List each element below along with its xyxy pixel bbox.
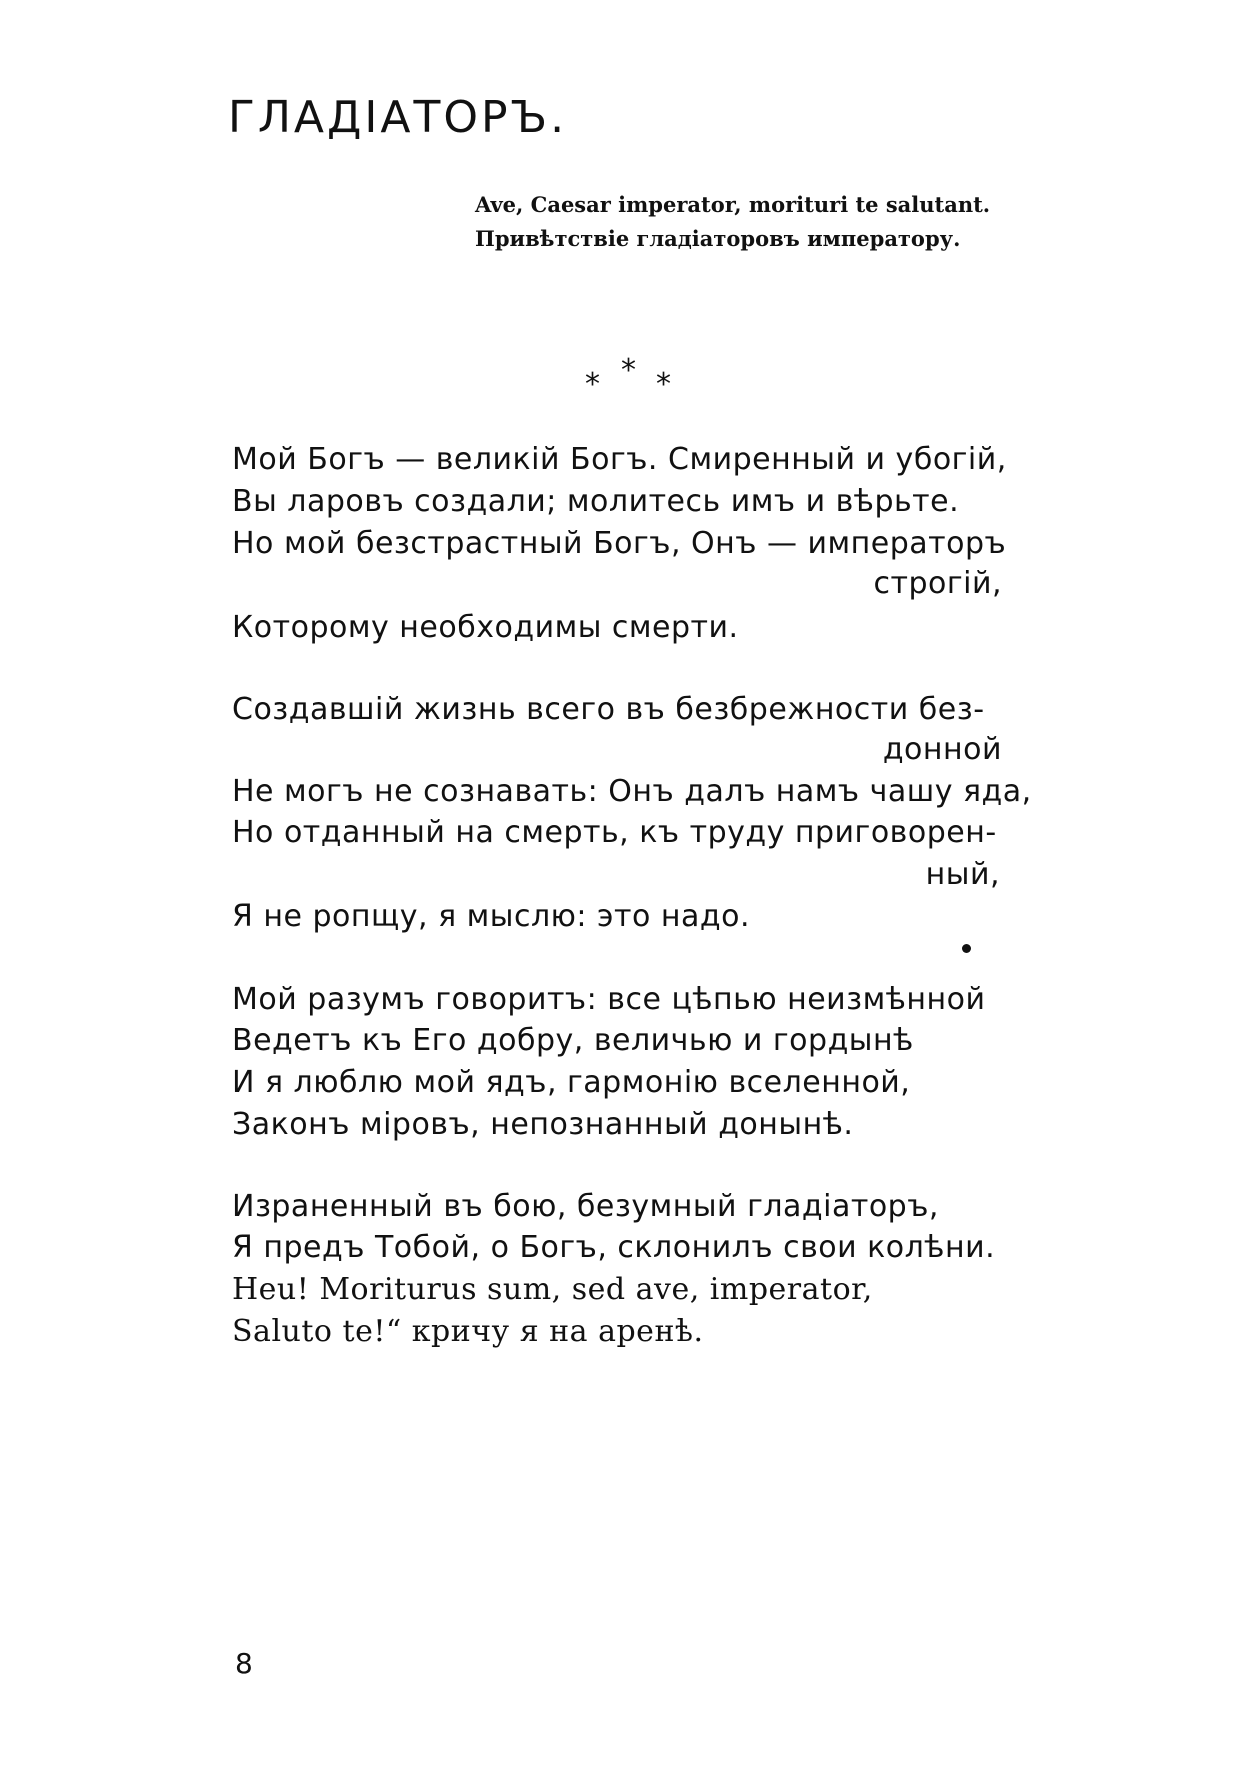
print-speck <box>962 944 971 953</box>
verse-line: Я не ропщу, я мыслю: это надо. <box>232 899 751 934</box>
verse-line: Которому необходимы смерти. <box>232 610 739 645</box>
separator-star: * <box>621 353 636 388</box>
page-number: 8 <box>235 1647 253 1680</box>
separator-star: * <box>656 367 671 402</box>
verse-line: Ведетъ къ Его добру, величью и гордынѣ <box>232 1023 914 1058</box>
verse-line: Heu! Moriturus sum, sed ave, imperator, <box>232 1272 873 1307</box>
verse-line: Я предъ Тобой, о Богъ, склонилъ свои колѣни. <box>232 1230 996 1265</box>
verse-line: Но мой безстрастный Богъ, Онъ — императоръ <box>232 526 1007 561</box>
verse-line: Создавшій жизнь всего въ безбрежности без- <box>232 692 985 727</box>
separator-star: * <box>585 367 600 402</box>
verse-line-continuation: строгій, <box>873 566 1002 601</box>
poem-title: ГЛАДІАТОРЪ. <box>228 92 568 143</box>
verse-line-continuation: ный, <box>925 857 1000 892</box>
verse-line: Не могъ не сознавать: Онъ далъ намъ чашу яда, <box>232 774 1032 809</box>
epigraph-latin: Ave, Caesar imperator, morituri te salutant. <box>475 192 991 217</box>
verse-line: Saluto te!“ кричу я на аренѣ. <box>232 1314 704 1349</box>
verse-line: Израненный въ бою, безумный гладіаторъ, <box>232 1189 939 1224</box>
epigraph-russian: Привѣтствіе гладіаторовъ императору. <box>475 226 961 251</box>
verse-line: И я люблю мой ядъ, гармонію вселенной, <box>232 1065 911 1100</box>
verse-line: Законъ міровъ, непознанный донынѣ. <box>232 1107 854 1142</box>
verse-line: Но отданный на смерть, къ труду приговорен- <box>232 815 997 850</box>
verse-line-continuation: донной <box>882 732 1002 767</box>
verse-line: Вы ларовъ создали; молитесь имъ и вѣрьте. <box>232 484 960 519</box>
verse-line: Мой Богъ — великій Богъ. Смиренный и убогій, <box>232 442 1007 477</box>
verse-line: Мой разумъ говоритъ: все цѣпью неизмѣнной <box>232 982 986 1017</box>
section-separator <box>585 353 680 403</box>
